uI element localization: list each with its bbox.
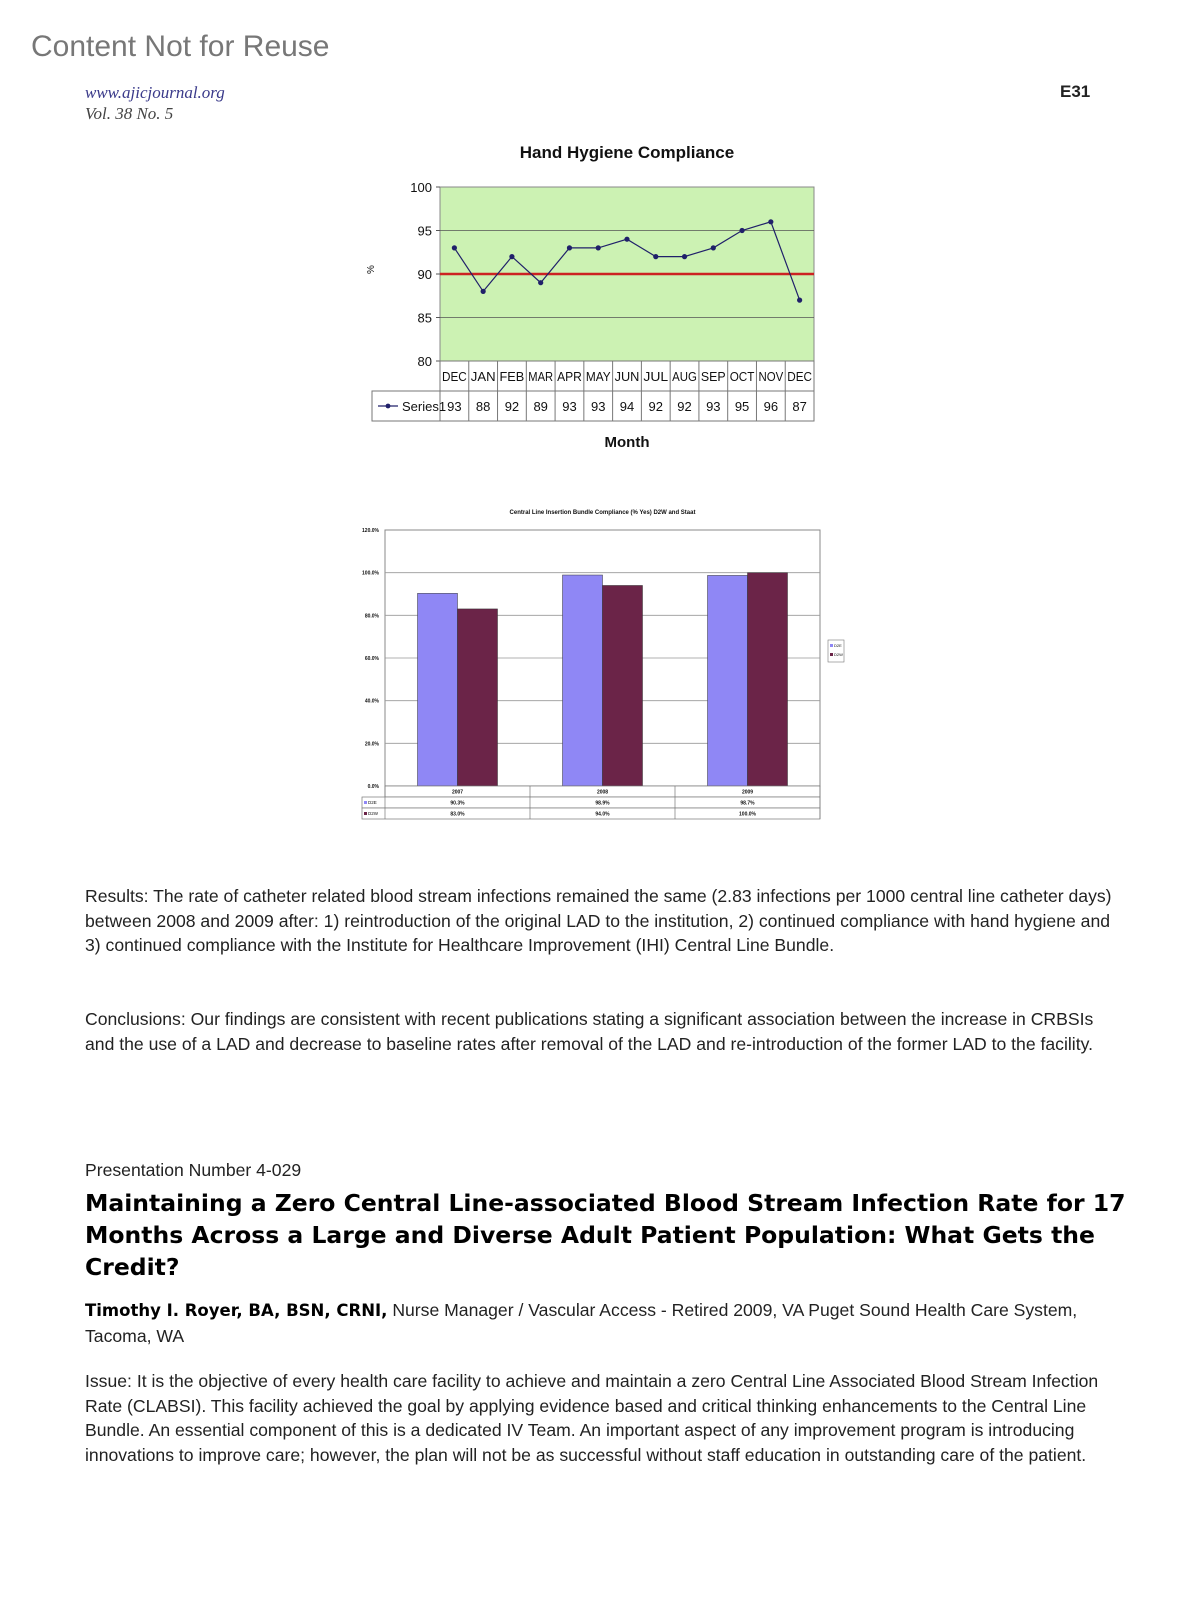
data-point (739, 228, 744, 233)
y-tick-label: 95 (417, 223, 432, 239)
data-table-value: 93 (562, 399, 577, 414)
y-tick-label: 90 (417, 267, 432, 282)
data-table-value: 87 (792, 399, 807, 414)
table-series-name: D2W (368, 811, 378, 816)
legend-swatch (830, 653, 833, 656)
bundle-compliance-chart (350, 495, 850, 840)
bar-d2w-2007 (458, 609, 498, 786)
data-table-value: 83.0% (450, 811, 465, 818)
x-tick-label: JUL (643, 369, 669, 384)
data-point (481, 289, 486, 294)
data-point (452, 245, 457, 250)
y-tick-label: 80.0% (364, 613, 379, 620)
data-point (624, 237, 629, 242)
data-table-value: 89 (533, 399, 548, 414)
journal-volume: Vol. 38 No. 5 (85, 104, 174, 123)
data-table-value: 92 (648, 399, 664, 414)
bar-d2e-2007 (418, 593, 458, 786)
data-table-value: 96 (763, 399, 779, 414)
chart-title: Central Line Insertion Bundle Compliance (% Yes) D2W and Staat (509, 510, 696, 516)
y-tick-label: 100 (410, 180, 432, 195)
legend-entry: D2W (834, 652, 843, 657)
x-tick-label: NOV (758, 369, 784, 384)
bar-d2w-2008 (603, 585, 643, 786)
table-legend-swatch (364, 801, 367, 804)
x-tick-label: AUG (672, 369, 697, 384)
data-table-value: 93 (590, 399, 606, 414)
y-tick-label: 120.0% (362, 528, 379, 534)
x-tick-label: 2009 (741, 789, 754, 796)
legend-swatch (830, 644, 833, 647)
data-table-value: 94.0% (595, 811, 610, 818)
bar-d2w-2009 (748, 573, 788, 786)
journal-info (85, 82, 225, 124)
x-tick-label: MAY (585, 369, 611, 384)
x-tick-label: OCT (729, 369, 755, 384)
y-tick-label: 20.0% (364, 741, 379, 748)
data-point (768, 219, 773, 224)
author-name: Timothy I. Royer, BA, BSN, CRNI, (85, 1301, 388, 1320)
results-paragraph: Results: The rate of catheter related blood stream infections remained the same (2.83 infections per 1000 central line catheter days) between 2008 and 2009 after: 1) reintroduction of the original LAD to the institution, 2) continued compliance with hand hygiene and 3) continued compliance with the Institute for Healthcare Improvement (IHI) Central Line Bundle. (85, 886, 1112, 956)
presentation-title: Maintaining a Zero Central Line-associated Blood Stream Infection Rate for 17 Months Across a Large and Diverse Adult Patient Population: What Gets the Credit? (85, 1189, 1126, 1281)
data-point (653, 254, 658, 259)
x-tick-label: FEB (499, 369, 525, 384)
data-table-value: 88 (475, 399, 491, 414)
bar-d2e-2008 (563, 575, 603, 786)
bar-d2e-2009 (708, 575, 748, 786)
data-table-value: 100.0% (739, 811, 756, 818)
y-tick-label: 100.0% (362, 570, 379, 577)
data-point (596, 245, 601, 250)
data-point (682, 254, 687, 259)
journal-url[interactable]: www.ajicjournal.org (85, 83, 225, 102)
y-tick-label: 85 (417, 310, 432, 326)
page-number: E31 (1060, 82, 1091, 101)
x-tick-label: MAR (528, 369, 554, 384)
chart-title: Hand Hygiene Compliance (519, 143, 735, 162)
watermark: Content Not for Reuse (31, 30, 330, 63)
x-tick-label: 2007 (451, 789, 464, 796)
data-table-value: 98.7% (740, 800, 755, 807)
table-series-name: D2E (368, 800, 377, 805)
presentation-number: Presentation Number 4-029 (85, 1160, 302, 1180)
x-tick-label: APR (557, 369, 582, 384)
x-tick-label: DEC (787, 369, 812, 384)
data-point (797, 298, 802, 303)
data-point (711, 245, 716, 250)
data-table-value: 94 (619, 399, 635, 414)
data-point (567, 245, 572, 250)
x-tick-label: 2008 (596, 789, 609, 796)
data-table-value: 95 (734, 399, 750, 414)
data-table-value: 93 (447, 399, 462, 414)
data-table-value: 92 (677, 399, 692, 414)
x-tick-label: DEC (442, 369, 467, 384)
x-tick-label: JAN (470, 369, 496, 384)
data-point (538, 280, 543, 285)
y-axis-label: % (366, 265, 377, 274)
y-tick-label: 60.0% (364, 656, 379, 662)
data-table-value: 98.9% (595, 800, 610, 807)
y-tick-label: 0.0% (367, 784, 379, 790)
y-tick-label: 40.0% (364, 698, 379, 705)
x-axis-label: Month (604, 434, 650, 451)
data-table-value: 93 (706, 399, 721, 414)
author-line (85, 1298, 1135, 1348)
legend-marker-swatch (386, 404, 391, 409)
y-tick-label: 80 (417, 354, 432, 369)
legend-series-name: Series1 (402, 399, 447, 414)
data-table-value: 92 (504, 399, 520, 414)
legend-entry: D2E (834, 643, 842, 648)
data-point (509, 254, 514, 259)
hand-hygiene-chart (360, 135, 850, 465)
issue-paragraph: Issue: It is the objective of every health care facility to achieve and maintain a zero Central Line Associated Blood Stream Infection Rate (CLABSI). This facility achieved the goal by applying evidence based and critical thinking enhancements to the Central Line Bundle. An essential component of this is a dedicated IV Team. An important aspect of any improvement program is introducing innovations to improve care; however, the plan will not be as successful without staff education in outstanding care of the patient. (85, 1371, 1099, 1465)
data-table-value: 90.3% (450, 800, 465, 807)
author-affiliation: Nurse Manager / Vascular Access - Retired 2009, VA Puget Sound Health Care System, Tacoma, WA (85, 1300, 1078, 1346)
x-tick-label: SEP (700, 369, 726, 384)
table-legend-swatch (364, 812, 367, 815)
x-tick-label: JUN (614, 369, 640, 384)
conclusions-paragraph: Conclusions: Our findings are consistent with recent publications stating a significant association between the increase in CRBSIs and the use of a LAD and decrease to baseline rates after removal of the LAD and re-introduction of the former LAD to the facility. (85, 1009, 1094, 1054)
